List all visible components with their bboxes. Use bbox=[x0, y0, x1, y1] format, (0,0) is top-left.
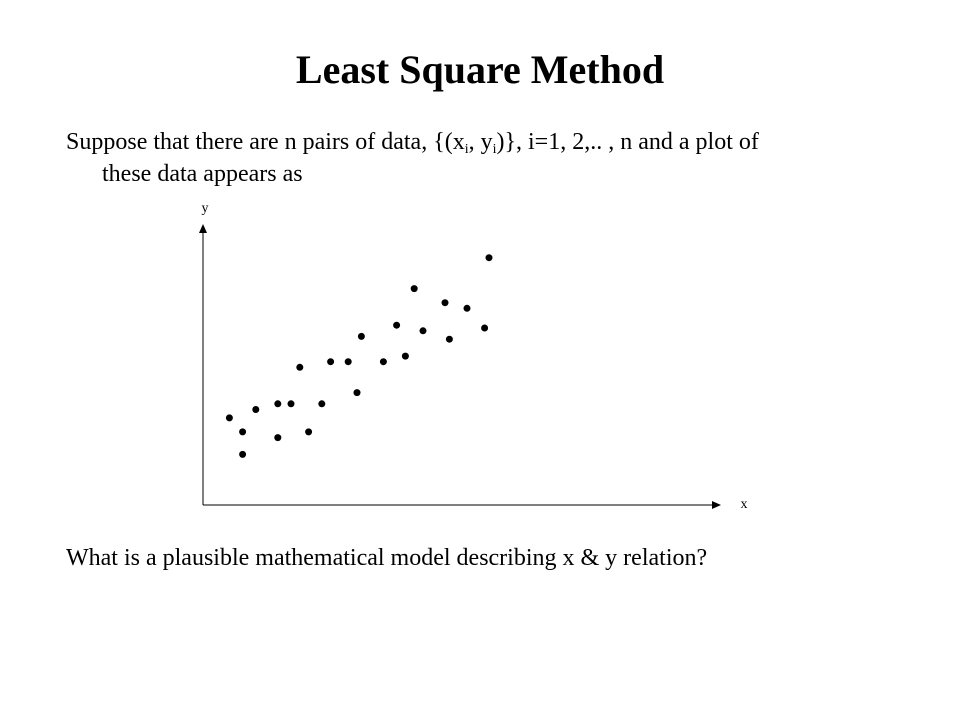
data-point-22 bbox=[464, 305, 471, 312]
data-point-20 bbox=[442, 299, 449, 306]
data-point-12 bbox=[345, 358, 352, 365]
data-point-24 bbox=[486, 254, 493, 261]
x-axis-label: x bbox=[740, 497, 748, 512]
data-point-2 bbox=[239, 428, 246, 435]
data-point-17 bbox=[402, 353, 409, 360]
data-point-19 bbox=[420, 327, 427, 334]
data-point-16 bbox=[393, 322, 400, 329]
data-points bbox=[226, 254, 493, 458]
data-point-4 bbox=[252, 406, 259, 413]
data-point-1 bbox=[226, 414, 233, 421]
question-text: What is a plausible mathematical model describing x & y relation? bbox=[66, 545, 708, 571]
data-point-9 bbox=[305, 428, 312, 435]
data-point-3 bbox=[239, 451, 246, 458]
data-point-15 bbox=[380, 358, 387, 365]
intro-text-b: , y bbox=[468, 129, 493, 155]
data-point-14 bbox=[358, 333, 365, 340]
data-point-7 bbox=[288, 400, 295, 407]
data-point-23 bbox=[481, 325, 488, 332]
intro-text-c: )}, i=1, 2,.. , n and a plot of bbox=[496, 129, 759, 155]
data-point-8 bbox=[296, 364, 303, 371]
data-point-13 bbox=[354, 389, 361, 396]
data-point-21 bbox=[446, 336, 453, 343]
data-point-6 bbox=[274, 434, 281, 441]
intro-subscript-x: i bbox=[464, 142, 469, 157]
data-point-11 bbox=[327, 358, 334, 365]
intro-text-line2: these data appears as bbox=[102, 161, 303, 187]
data-point-10 bbox=[318, 400, 325, 407]
slide-title: Least Square Method bbox=[295, 47, 665, 92]
data-point-18 bbox=[411, 285, 418, 292]
y-axis-label: y bbox=[201, 201, 209, 216]
intro-text-a: Suppose that there are n pairs of data, {(x bbox=[66, 129, 465, 155]
intro-subscript-y: i bbox=[492, 142, 497, 157]
data-point-5 bbox=[274, 400, 281, 407]
